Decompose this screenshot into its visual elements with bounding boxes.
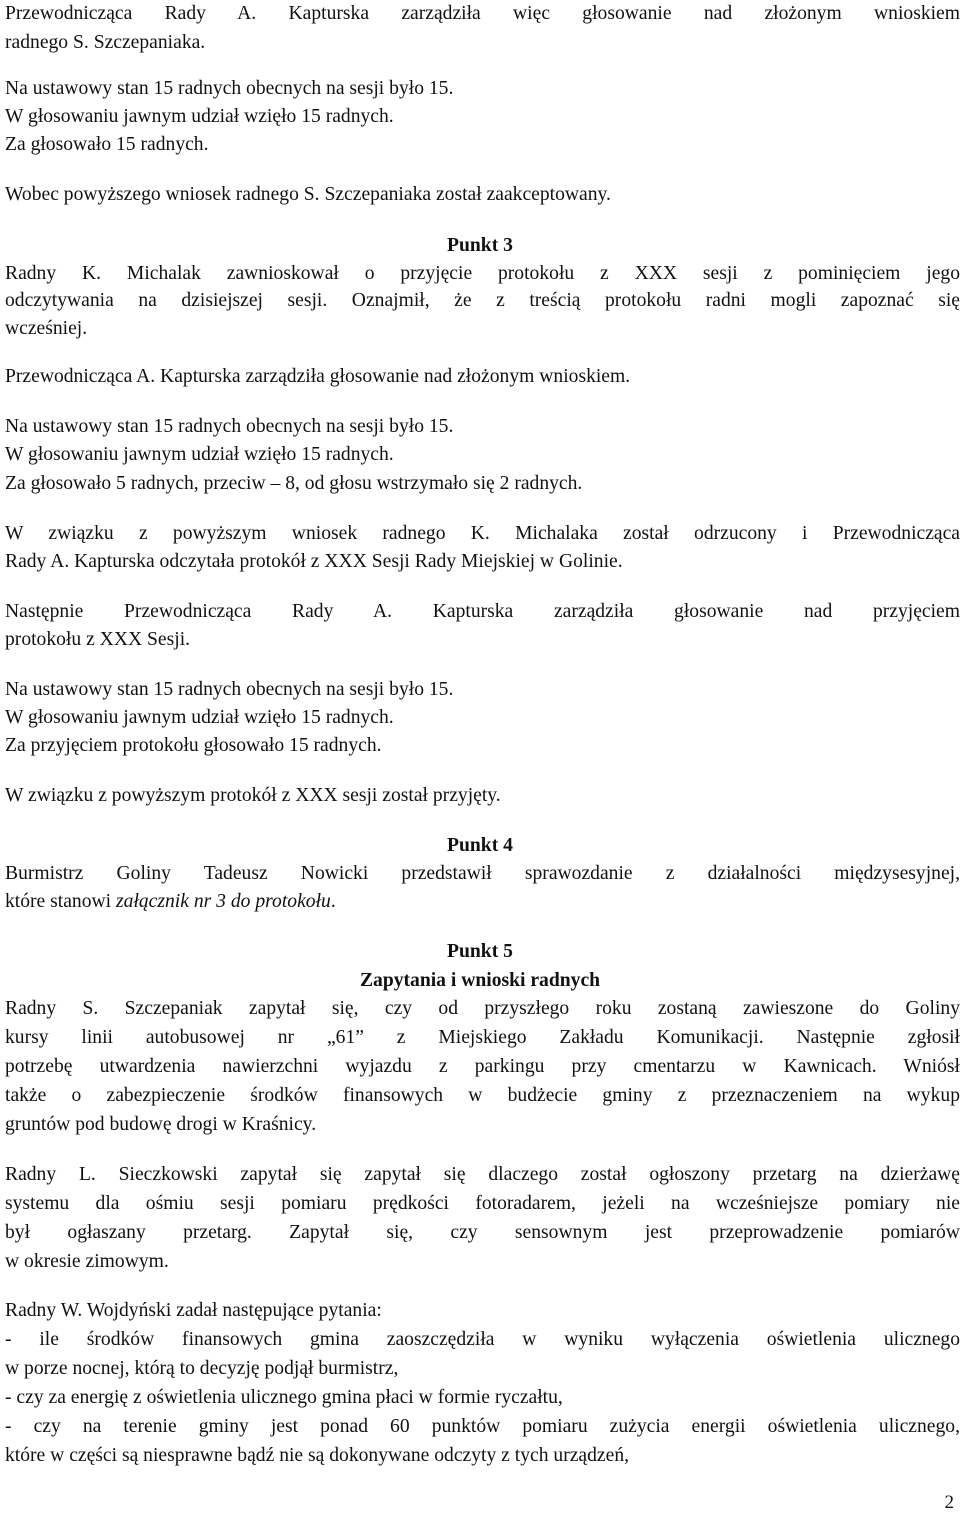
page-number: 2 bbox=[944, 1492, 954, 1513]
text-line: Na ustawowy stan 15 radnych obecnych na sesji było 15. bbox=[5, 416, 454, 437]
text-line: W związku z powyższym wniosek radnego K. Michalaka został odrzucony i Przewodnicząca bbox=[5, 523, 960, 544]
text-line: w okresie zimowym. bbox=[5, 1251, 169, 1272]
text-line: Przewodnicząca A. Kapturska zarządziła głosowanie nad złożonym wnioskiem. bbox=[5, 366, 631, 387]
text-line: W związku z powyższym protokół z XXX sesji został przyjęty. bbox=[5, 785, 501, 806]
text-line: W głosowaniu jawnym udział wzięło 15 radnych. bbox=[5, 707, 394, 728]
text-span: które stanowi bbox=[5, 891, 117, 912]
section-heading-punkt-3: Punkt 3 bbox=[447, 235, 513, 256]
text-line: - czy na terenie gminy jest ponad 60 punktów pomiaru zużycia energii oświetlenia ulicznego, bbox=[5, 1416, 960, 1437]
text-line: - czy za energię z oświetlenia ulicznego gmina płaci w formie ryczałtu, bbox=[5, 1387, 563, 1408]
text-line: Radny L. Sieczkowski zapytał się zapytał się dlaczego został ogłoszony przetarg na dzierżawę bbox=[5, 1164, 960, 1185]
text-line: które w części są niesprawne bądź nie są dokonywane odczyty z tych urządzeń, bbox=[5, 1445, 630, 1466]
text-line: Radny K. Michalak zawnioskował o przyjęcie protokołu z XXX sesji z pominięciem jego bbox=[5, 263, 960, 284]
text-line: radnego S. Szczepaniaka. bbox=[5, 32, 206, 53]
text-line: protokołu z XXX Sesji. bbox=[5, 629, 191, 650]
text-line: także o zabezpieczenie środków finansowych w budżecie gminy z przeznaczeniem na wykup bbox=[5, 1085, 960, 1106]
text-line: Radny W. Wojdyński zadał następujące pytania: bbox=[5, 1300, 382, 1321]
text-line: W głosowaniu jawnym udział wzięło 15 radnych. bbox=[5, 106, 394, 127]
text-line: odczytywania na dzisiejszej sesji. Oznajmił, że z treścią protokołu radni mogli zapoznać się bbox=[5, 290, 960, 311]
attachment-reference: załącznik nr 3 do protokołu bbox=[116, 891, 331, 912]
text-line: gruntów pod budowę drogi w Kraśnicy. bbox=[5, 1114, 317, 1135]
text-line bbox=[5, 888, 960, 915]
text-line: Za głosowało 5 radnych, przeciw – 8, od głosu wstrzymało się 2 radnych. bbox=[5, 473, 583, 494]
section-heading-punkt-5: Punkt 5 bbox=[447, 941, 513, 962]
text-line: W głosowaniu jawnym udział wzięło 15 radnych. bbox=[5, 444, 394, 465]
text-line: Radny S. Szczepaniak zapytał się, czy od przyszłego roku zostaną zawieszone do Goliny bbox=[5, 998, 960, 1019]
text-line: Na ustawowy stan 15 radnych obecnych na sesji było 15. bbox=[5, 78, 454, 99]
text-line: potrzebę utwardzenia nawierzchni wyjazdu z parkingu przy cmentarzu w Kawnicach. Wniósł bbox=[5, 1056, 960, 1077]
text-line: - ile środków finansowych gmina zaoszczędziła w wyniku wyłączenia oświetlenia ulicznego bbox=[5, 1329, 960, 1350]
text-line: Burmistrz Goliny Tadeusz Nowicki przedstawił sprawozdanie z działalności międzysesyjnej, bbox=[5, 863, 960, 884]
text-line: Na ustawowy stan 15 radnych obecnych na sesji było 15. bbox=[5, 679, 454, 700]
text-line: Następnie Przewodnicząca Rady A. Kapturska zarządziła głosowanie nad przyjęciem bbox=[5, 601, 960, 622]
text-line: Za głosowało 15 radnych. bbox=[5, 134, 209, 155]
text-line: Przewodnicząca Rady A. Kapturska zarządziła więc głosowanie nad złożonym wnioskiem bbox=[5, 3, 960, 24]
text-span: . bbox=[330, 891, 336, 912]
text-line: Za przyjęciem protokołu głosowało 15 radnych. bbox=[5, 735, 382, 756]
text-line: był ogłaszany przetarg. Zapytał się, czy sensownym jest przeprowadzenie pomiarów bbox=[5, 1222, 960, 1243]
text-line: kursy linii autobusowej nr „61” z Miejskiego Zakładu Komunikacji. Następnie zgłosił bbox=[5, 1027, 960, 1048]
section-subheading: Zapytania i wnioski radnych bbox=[359, 970, 601, 991]
text-line: Wobec powyższego wniosek radnego S. Szczepaniaka został zaakceptowany. bbox=[5, 184, 611, 205]
text-line: wcześniej. bbox=[5, 318, 88, 339]
text-line: Rady A. Kapturska odczytała protokół z XXX Sesji Rady Miejskiej w Golinie. bbox=[5, 551, 623, 572]
text-line: w porze nocnej, którą to decyzję podjął burmistrz, bbox=[5, 1358, 399, 1379]
section-heading-punkt-4: Punkt 4 bbox=[447, 835, 513, 856]
text-line: systemu dla ośmiu sesji pomiaru prędkości fotoradarem, jeżeli na wcześniejsze pomiary nie bbox=[5, 1193, 960, 1214]
